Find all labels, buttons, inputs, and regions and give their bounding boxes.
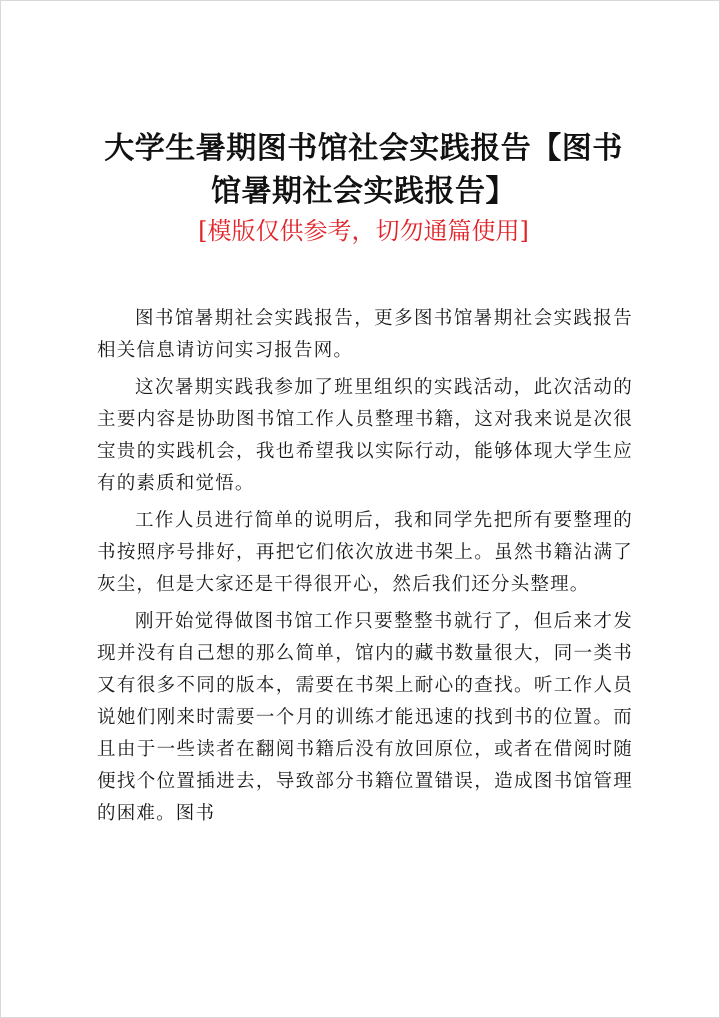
paragraph: 图书馆暑期社会实践报告，更多图书馆暑期社会实践报告相关信息请访问实习报告网。 [97, 308, 633, 361]
template-notice: [模版仅供参考，切勿通篇使用] [198, 217, 529, 245]
document-body [97, 303, 633, 835]
page-title: 大学生暑期图书馆社会实践报告【图书馆暑期社会实践报告】 [104, 131, 623, 209]
paragraph: 工作人员进行简单的说明后，我和同学先把所有要整理的书按照序号排好，再把它们依次放进书架上。虽然书籍沾满了灰尘，但是大家还是干得很开心，然后我们还分头整理。 [97, 510, 633, 595]
paragraph: 刚开始觉得做图书馆工作只要整整书就行了，但后来才发现并没有自己想的那么简单，馆内的藏书数量很大，同一类书又有很多不同的版本，需要在书架上耐心的查找。听工作人员说她们刚来时需要一个月的训练才能迅速的找到书的位置。而且由于一些读者在翻阅书籍后没有放回原位，或者在借阅时随便找个位置插进去，导致部分书籍位置错误，造成图书馆管理的困难。图书 [97, 611, 633, 824]
paragraph: 这次暑期实践我参加了班里组织的实践活动，此次活动的主要内容是协助图书馆工作人员整理书籍，这对我来说是次很宝贵的实践机会，我也希望我以实际行动，能够体现大学生应有的素质和觉悟。 [97, 377, 633, 494]
